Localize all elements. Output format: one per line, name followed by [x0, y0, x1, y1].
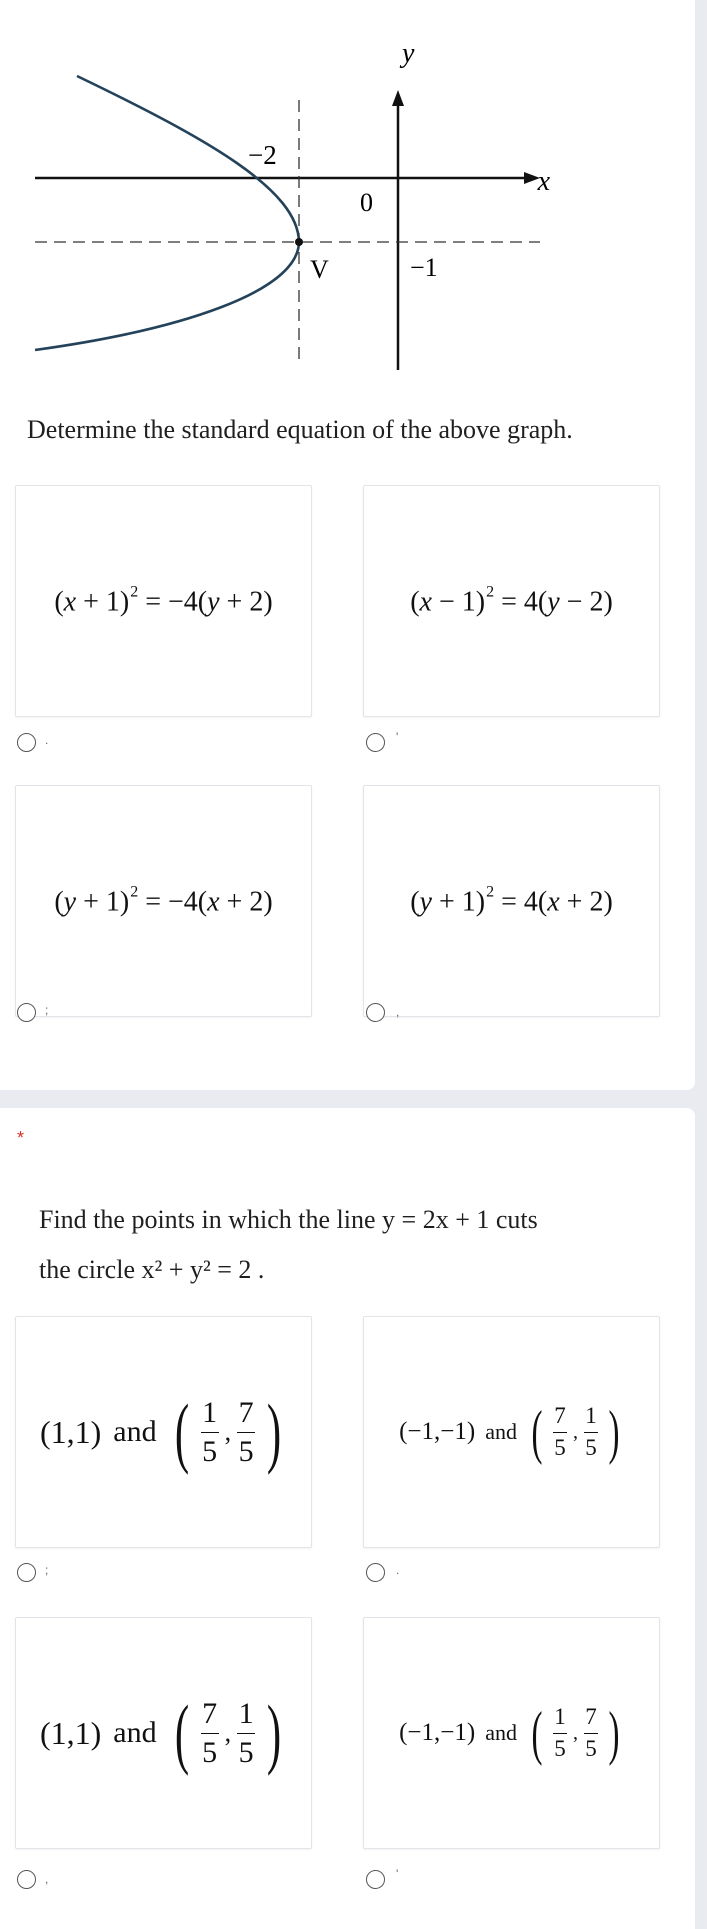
radio-option-1[interactable]: [17, 1563, 36, 1582]
y-tick-label: −1: [410, 253, 438, 282]
radio-option-2[interactable]: [366, 1563, 385, 1582]
question-2-prompt-line-1: Find the points in which the line y = 2x + 1 cuts: [39, 1205, 538, 1234]
option-and: and: [113, 1415, 157, 1448]
option-point-1: (−1,−1): [399, 1418, 476, 1445]
y-axis-label: y: [402, 38, 415, 69]
radio-option-2[interactable]: [366, 733, 385, 752]
radio-option-4[interactable]: [366, 1870, 385, 1889]
required-asterisk: *: [17, 1128, 25, 1148]
option-points: (−1,−1) and ( $\frac{1}{5}$ , $\frac{7}{5}$ ): [399, 1700, 620, 1766]
option-point-1: (1,1): [39, 1413, 102, 1450]
option-box-4[interactable]: [363, 1617, 660, 1849]
radio-mark: ,: [396, 1005, 400, 1019]
option-points: (1,1) and ( $\frac{1}{5}$ , $\frac{7}{5}$ ): [39, 1388, 282, 1475]
radio-mark: ': [396, 730, 399, 744]
option-equation: $(y + 1)^2 = -4(x + 2)$: [54, 883, 273, 918]
question-card-2: [0, 1108, 695, 1929]
question-1-prompt: Determine the standard equation of the above graph.: [27, 415, 573, 444]
option-box-1[interactable]: [15, 485, 312, 717]
radio-mark: .: [45, 733, 49, 747]
radio-option-4[interactable]: [366, 1003, 385, 1022]
option-points: (1,1) and ( $\frac{7}{5}$ , $\frac{1}{5}$ ): [39, 1689, 282, 1776]
radio-option-1[interactable]: [17, 733, 36, 752]
option-box-1[interactable]: [15, 1316, 312, 1548]
x-axis-label: x: [537, 166, 550, 197]
option-and: and: [113, 1716, 157, 1749]
option-equation: $(x - 1)^2 = 4(y - 2)$: [410, 583, 613, 618]
option-box-4[interactable]: [363, 785, 660, 1017]
option-point-1: (−1,−1): [399, 1719, 476, 1746]
radio-mark: .: [396, 1563, 400, 1577]
option-equation: $(y + 1)^2 = 4(x + 2)$: [410, 883, 613, 918]
x-tick-label: −2: [248, 140, 277, 170]
vertex-point: [295, 238, 303, 246]
radio-option-3[interactable]: [17, 1870, 36, 1889]
option-and: and: [485, 1419, 517, 1444]
option-box-3[interactable]: [15, 1617, 312, 1849]
y-axis-arrow: [392, 90, 404, 106]
option-equation: $(x + 1)^2 = -4(y + 2)$: [54, 583, 273, 618]
radio-mark: ,: [45, 1872, 49, 1886]
option-points: (−1,−1) and ( $\frac{7}{5}$ , $\frac{1}{5}$ ): [399, 1399, 620, 1465]
question-2-prompt: [39, 1195, 669, 1295]
question-2-prompt-line-2: the circle x² + y² = 2 .: [39, 1255, 265, 1284]
origin-label: 0: [360, 188, 373, 217]
radio-mark: ': [396, 1867, 399, 1881]
radio-mark: ;: [45, 1563, 49, 1577]
option-and: and: [485, 1720, 517, 1745]
option-box-2[interactable]: [363, 1316, 660, 1548]
option-box-3[interactable]: [15, 785, 312, 1017]
vertex-label: V: [310, 255, 329, 284]
option-box-2[interactable]: [363, 485, 660, 717]
option-point-1: (1,1): [39, 1714, 102, 1751]
parabola-graph: [30, 30, 550, 380]
radio-option-3[interactable]: [17, 1003, 36, 1022]
parabola-curve: [35, 76, 299, 350]
radio-mark: ;: [45, 1003, 49, 1017]
